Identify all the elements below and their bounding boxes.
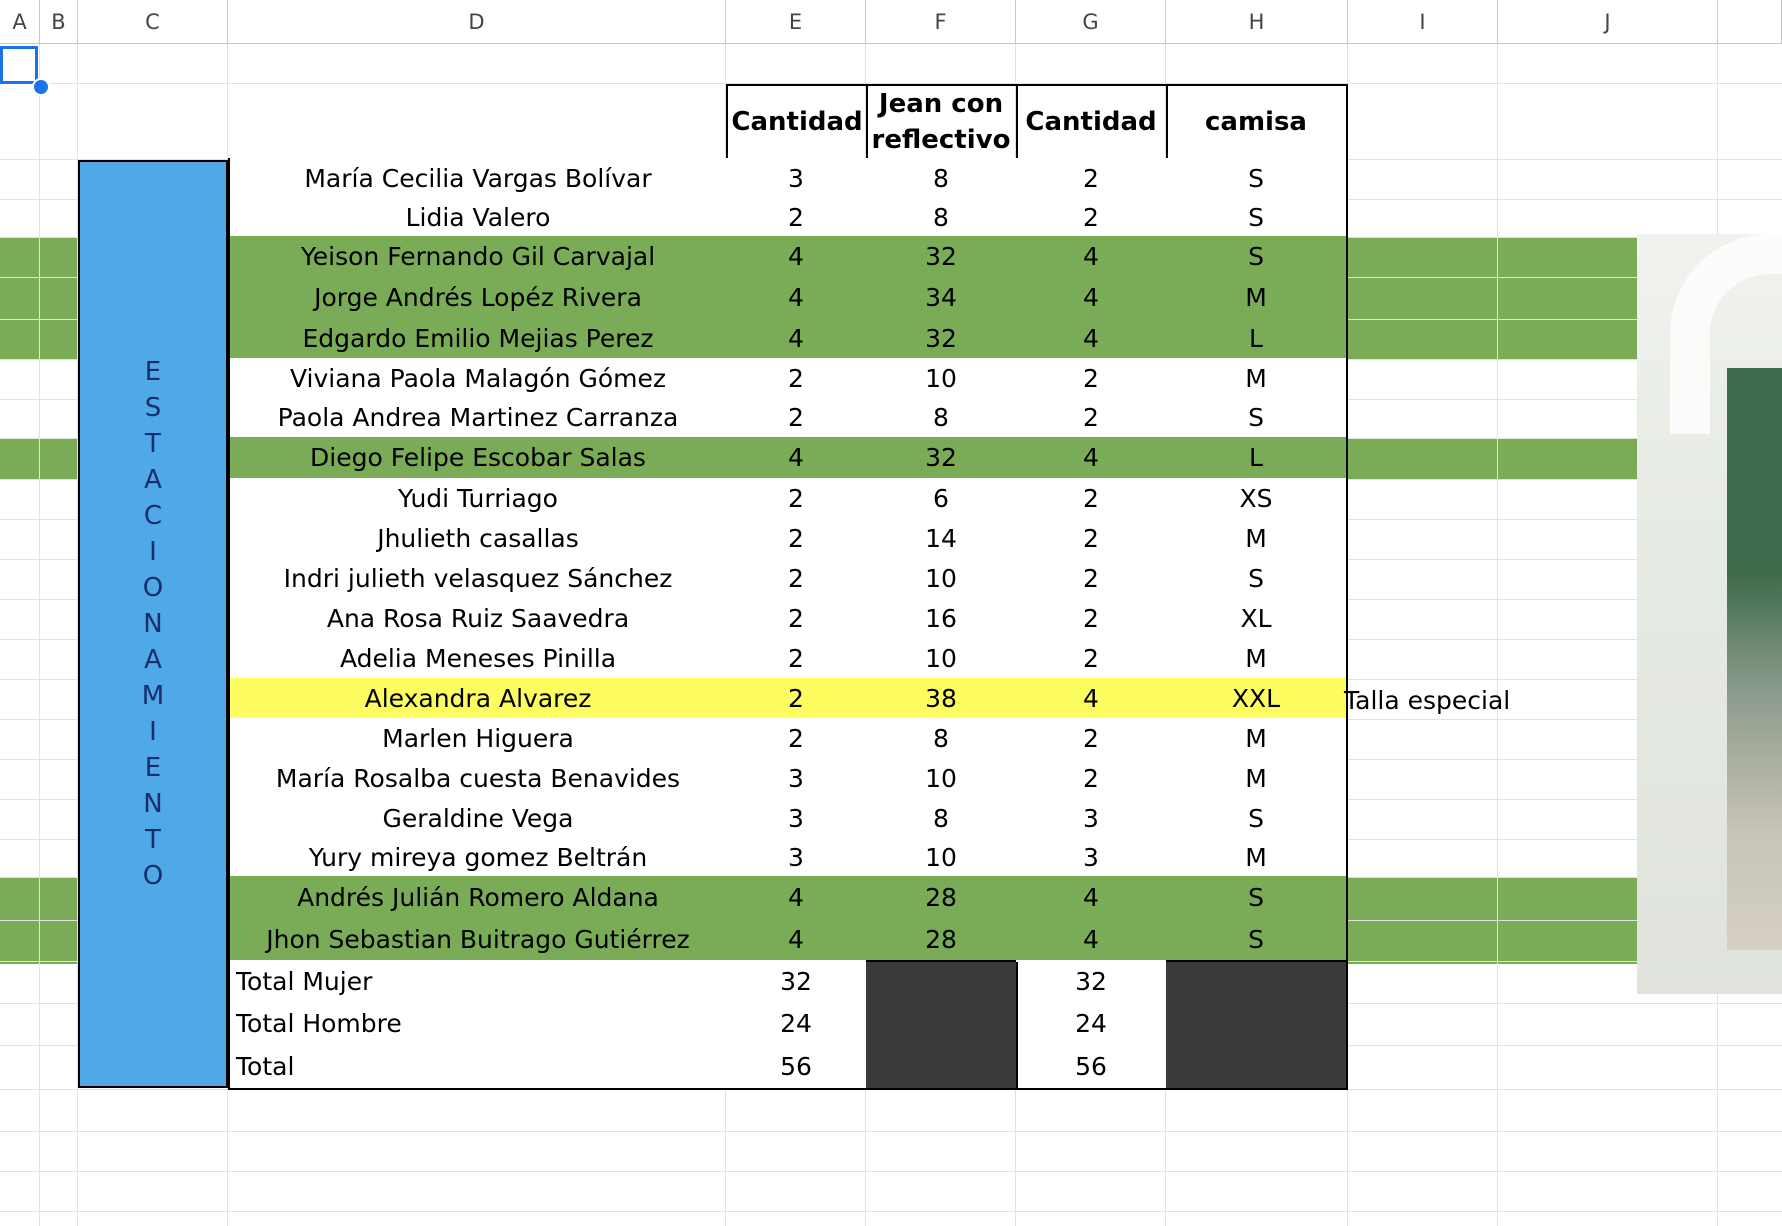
cell-cantidad[interactable]: 2 [726, 558, 868, 600]
cell-camisa[interactable]: XS [1166, 478, 1348, 520]
column-header-filler [1718, 0, 1782, 44]
cell-name[interactable]: Marlen Higuera [228, 718, 728, 760]
cell-camisa[interactable]: M [1166, 358, 1348, 400]
cell-camisa[interactable]: XXL [1166, 678, 1348, 720]
total-cantidad-2[interactable]: 24 [1016, 1002, 1168, 1046]
cell-cantidad-2[interactable]: 2 [1016, 598, 1168, 640]
cell-cantidad[interactable]: 2 [726, 638, 868, 680]
column-header-i[interactable]: I [1348, 0, 1498, 44]
header-camisa[interactable]: camisa [1166, 84, 1348, 160]
group-label-letter: A [144, 645, 162, 675]
cell-jean[interactable]: 8 [866, 398, 1018, 439]
cell-cantidad[interactable]: 2 [726, 478, 868, 520]
cell-jean[interactable]: 28 [866, 919, 1018, 962]
header-cantidad-2[interactable]: Cantidad [1016, 84, 1168, 160]
cell-name[interactable]: Viviana Paola Malagón Gómez [228, 358, 728, 400]
cell-cantidad[interactable]: 4 [726, 236, 868, 278]
column-header-c[interactable]: C [78, 0, 228, 44]
cell-camisa[interactable]: S [1166, 919, 1348, 962]
column-header-f[interactable]: F [866, 0, 1016, 44]
group-label-estacionamiento[interactable] [78, 160, 228, 1088]
cell-cantidad[interactable]: 4 [726, 276, 868, 320]
cell-name[interactable]: Jhon Sebastian Buitrago Gutiérrez [228, 919, 728, 962]
grid-line-horizontal [0, 1171, 1782, 1172]
cell-name[interactable]: Yeison Fernando Gil Carvajal [228, 236, 728, 278]
cell-cantidad-2[interactable]: 4 [1016, 876, 1168, 921]
cell-cantidad[interactable]: 2 [726, 198, 868, 238]
cell-jean[interactable]: 38 [866, 678, 1018, 720]
group-label-letter: C [143, 501, 163, 531]
cell-cantidad-2[interactable]: 4 [1016, 678, 1168, 720]
cell-name[interactable]: Lidia Valero [228, 198, 728, 238]
total-label[interactable]: Total Hombre [228, 1002, 728, 1046]
total-cantidad[interactable]: 24 [726, 1002, 868, 1046]
grid-line-vertical [1497, 44, 1498, 1226]
cell-jean[interactable]: 10 [866, 758, 1018, 800]
cell-cantidad-2[interactable]: 2 [1016, 718, 1168, 760]
cell-cantidad[interactable]: 4 [726, 919, 868, 962]
cell-cantidad-2[interactable]: 4 [1016, 276, 1168, 320]
cell-name[interactable]: Edgardo Emilio Mejias Perez [228, 318, 728, 360]
column-header-b[interactable]: B [40, 0, 78, 44]
cell-name[interactable]: Yudi Turriago [228, 478, 728, 520]
cell-jean[interactable]: 8 [866, 158, 1018, 200]
group-label-letter: N [143, 609, 163, 639]
cell-cantidad[interactable]: 3 [726, 158, 868, 200]
cell-cantidad[interactable]: 3 [726, 838, 868, 878]
cell-jean[interactable]: 10 [866, 358, 1018, 400]
cell-jean[interactable]: 16 [866, 598, 1018, 640]
cell-cantidad-2[interactable]: 2 [1016, 398, 1168, 439]
group-label-letter: T [145, 429, 161, 459]
cell-cantidad[interactable]: 3 [726, 798, 868, 840]
cell-name[interactable]: Jorge Andrés Lopéz Rivera [228, 276, 728, 320]
cell-name[interactable]: María Cecilia Vargas Bolívar [228, 158, 728, 200]
total-label[interactable]: Total [228, 1044, 728, 1090]
cell-cantidad[interactable]: 4 [726, 876, 868, 921]
cell-camisa[interactable]: M [1166, 758, 1348, 800]
cell-camisa[interactable]: S [1166, 398, 1348, 439]
cell-jean[interactable]: 32 [866, 236, 1018, 278]
cell-cantidad-2[interactable]: 2 [1016, 478, 1168, 520]
cell-camisa[interactable]: M [1166, 718, 1348, 760]
cell-cantidad[interactable]: 2 [726, 398, 868, 439]
cell-camisa[interactable]: L [1166, 318, 1348, 360]
total-cantidad-2[interactable]: 56 [1016, 1044, 1168, 1090]
cell-name[interactable]: Geraldine Vega [228, 798, 728, 840]
cell-name[interactable]: Yury mireya gomez Beltrán [228, 838, 728, 878]
group-label-letter: S [144, 393, 162, 423]
cell-camisa[interactable]: S [1166, 198, 1348, 238]
group-label-letter: E [144, 753, 162, 783]
column-header-h[interactable]: H [1166, 0, 1348, 44]
group-label-letter: I [149, 717, 157, 747]
dark-block-camisa[interactable] [1166, 962, 1348, 1090]
cell-name[interactable]: Ana Rosa Ruiz Saavedra [228, 598, 728, 640]
cell-cantidad-2[interactable]: 2 [1016, 198, 1168, 238]
column-header-j[interactable]: J [1498, 0, 1718, 44]
cell-cantidad[interactable]: 2 [726, 358, 868, 400]
cell-cantidad-2[interactable]: 2 [1016, 758, 1168, 800]
cell-cantidad-2[interactable]: 2 [1016, 358, 1168, 400]
cell-jean[interactable]: 8 [866, 798, 1018, 840]
cell-cantidad-2[interactable]: 2 [1016, 558, 1168, 600]
cell-jean[interactable]: 8 [866, 718, 1018, 760]
cell-jean[interactable]: 34 [866, 276, 1018, 320]
group-label-letter: I [149, 537, 157, 567]
total-label[interactable]: Total Mujer [228, 960, 728, 1004]
cell-name[interactable]: Alexandra Alvarez [228, 678, 728, 720]
grid-line-horizontal [0, 1131, 1782, 1132]
cell-cantidad[interactable]: 2 [726, 718, 868, 760]
total-cantidad[interactable]: 32 [726, 960, 868, 1004]
cell-camisa[interactable]: M [1166, 838, 1348, 878]
cell-name[interactable]: Adelia Meneses Pinilla [228, 638, 728, 680]
cell-cantidad-2[interactable]: 4 [1016, 236, 1168, 278]
cell-cantidad[interactable]: 4 [726, 318, 868, 360]
cell-camisa[interactable]: S [1166, 558, 1348, 600]
total-cantidad-2[interactable]: 32 [1016, 960, 1168, 1004]
cell-camisa[interactable]: XL [1166, 598, 1348, 640]
cell-jean[interactable]: 32 [866, 318, 1018, 360]
cell-selection[interactable] [0, 46, 38, 84]
cell-jean[interactable]: 10 [866, 638, 1018, 680]
cell-jean[interactable]: 28 [866, 876, 1018, 921]
cell-cantidad[interactable]: 4 [726, 437, 868, 480]
cell-cantidad-2[interactable]: 2 [1016, 638, 1168, 680]
column-header-g[interactable]: G [1016, 0, 1166, 44]
cell-name[interactable]: Paola Andrea Martinez Carranza [228, 398, 728, 439]
column-header-a[interactable]: A [0, 0, 40, 44]
cell-name[interactable]: Diego Felipe Escobar Salas [228, 437, 728, 480]
cell-jean[interactable]: 32 [866, 437, 1018, 480]
cell-cantidad-2[interactable]: 3 [1016, 798, 1168, 840]
cell-camisa[interactable]: S [1166, 876, 1348, 921]
cell-camisa[interactable]: S [1166, 236, 1348, 278]
cell-note[interactable]: Talla especial [1344, 686, 1511, 715]
cell-cantidad[interactable]: 2 [726, 598, 868, 640]
group-label-letter: O [142, 573, 164, 603]
cell-cantidad-2[interactable]: 4 [1016, 318, 1168, 360]
cell-cantidad-2[interactable]: 4 [1016, 437, 1168, 480]
cell-name[interactable]: María Rosalba cuesta Benavides [228, 758, 728, 800]
cell-cantidad[interactable]: 3 [726, 758, 868, 800]
cell-camisa[interactable]: M [1166, 518, 1348, 560]
cell-camisa[interactable]: S [1166, 798, 1348, 840]
photo-panel [1727, 368, 1782, 950]
cell-name[interactable]: Indri julieth velasquez Sánchez [228, 558, 728, 600]
cell-camisa[interactable]: S [1166, 158, 1348, 200]
grid-line-vertical [39, 44, 40, 1226]
cell-camisa[interactable]: L [1166, 437, 1348, 480]
total-cantidad[interactable]: 56 [726, 1044, 868, 1090]
cell-jean[interactable]: 8 [866, 198, 1018, 238]
group-label-letters [142, 354, 164, 894]
cell-name[interactable]: Andrés Julián Romero Aldana [228, 876, 728, 921]
cell-camisa[interactable]: M [1166, 638, 1348, 680]
cell-camisa[interactable]: M [1166, 276, 1348, 320]
column-header-d[interactable]: D [228, 0, 726, 44]
cell-jean[interactable]: 10 [866, 838, 1018, 878]
group-label-letter: A [144, 465, 162, 495]
cell-jean[interactable]: 10 [866, 558, 1018, 600]
header-cantidad[interactable]: Cantidad [726, 84, 868, 160]
cell-name[interactable]: Jhulieth casallas [228, 518, 728, 560]
column-header-e[interactable]: E [726, 0, 866, 44]
cell-cantidad-2[interactable]: 3 [1016, 838, 1168, 878]
cell-cantidad-2[interactable]: 2 [1016, 518, 1168, 560]
cell-cantidad[interactable]: 2 [726, 678, 868, 720]
group-label-letter: M [141, 681, 165, 711]
cell-cantidad-2[interactable]: 2 [1016, 158, 1168, 200]
cell-cantidad-2[interactable]: 4 [1016, 919, 1168, 962]
group-label-letter: N [143, 789, 163, 819]
grid-line-horizontal [0, 1211, 1782, 1212]
dark-block-jean[interactable] [866, 962, 1018, 1090]
group-label-letter: T [145, 825, 161, 855]
cell-jean[interactable]: 6 [866, 478, 1018, 520]
fill-handle[interactable] [32, 78, 50, 96]
cell-cantidad[interactable]: 2 [726, 518, 868, 560]
group-label-letter: E [144, 357, 162, 387]
header-jean-con-reflectivo[interactable]: Jean con reflectivo [866, 84, 1018, 160]
cell-jean[interactable]: 14 [866, 518, 1018, 560]
group-label-letter: O [142, 861, 164, 891]
